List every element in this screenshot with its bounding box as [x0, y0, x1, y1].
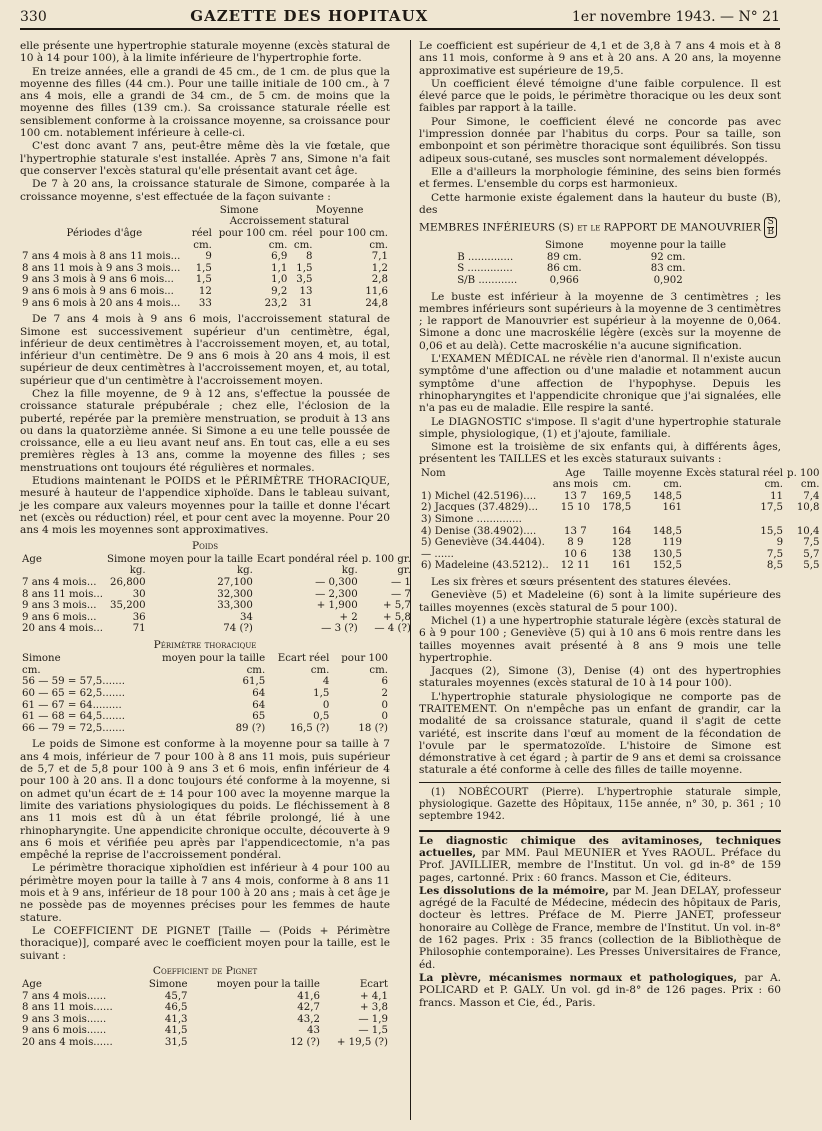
table-cell: 13	[299, 286, 313, 298]
table-cell: 74 (?)	[223, 623, 253, 635]
journal-title: GAZETTE DES HOPITAUX	[190, 7, 429, 25]
table-cell: 65	[252, 711, 266, 723]
table-cell: — 7	[391, 588, 411, 600]
table-cell: + 1,900	[316, 600, 358, 612]
pignet-table	[20, 979, 390, 1049]
table-header: moyenne pour la taille	[610, 240, 727, 252]
table-header: pour 100	[341, 653, 388, 665]
table-cell: 2,8	[371, 274, 388, 286]
table-cell: 43,2	[297, 1013, 320, 1025]
table-cell: — 0,300	[315, 577, 358, 589]
paragraph: Le COEFFICIENT DE PIGNET [Taille — (Poids + Périmètre thoracique)], comparé avec le coefficient moyen pour la taille, est le suivant :	[20, 924, 390, 962]
table-cell: 130,5	[652, 548, 682, 560]
table-cell: 36	[132, 611, 146, 623]
footnote-divider	[419, 782, 781, 783]
table-cell: 1,5	[313, 688, 330, 700]
table-cell: 6	[381, 676, 388, 688]
table-cell: 119	[662, 537, 682, 549]
page-number: 330	[20, 9, 47, 25]
table-row	[419, 526, 822, 538]
table-cell: 1,5	[195, 262, 212, 274]
table-cell: 1,1	[271, 262, 288, 274]
table-cell: — 3 (?)	[321, 623, 358, 635]
table-cell: 45,7	[164, 990, 188, 1002]
paragraph: L'hypertrophie staturale physiologique ne comporte pas de TRAITEMENT. On n'empêche pas un enfant de grandir, car la modalité de sa croissance staturale, quand il s'agit de cette variété, est inscrite dans l'œuf au moment de la fécondation de l'ovule par le spermatozoïde. L'histoire de Simone est démonstrative à cet égard ; à partir de 9 ans et demi sa croissance staturale a été conforme à celle des filles de taille moyenne.	[419, 690, 781, 777]
table-cell: 89 cm.	[546, 251, 582, 263]
table-cell: 15 10	[560, 502, 590, 514]
growth-table	[20, 205, 390, 309]
table-cell: 1,5	[296, 262, 313, 274]
table-header: Simone	[148, 979, 188, 991]
table-header: Ecart pondéral réel	[256, 553, 358, 565]
table-unit: cm.	[764, 479, 784, 491]
table-row	[20, 1002, 390, 1014]
paragraph: Un coefficient élevé témoigne d'une faible corpulence. Il est élevé parce que le poids, le périmètre thoracique ou les deux sont faibles par rapport à la taille.	[419, 77, 781, 115]
table-cell: 161	[662, 502, 682, 514]
table-cell: 7 ans 4 mois...	[22, 577, 97, 589]
table-cell: 32,300	[217, 588, 253, 600]
table-unit: gr.	[397, 565, 411, 577]
table-cell: 8	[306, 251, 313, 263]
table-header: Age	[565, 467, 586, 479]
paragraph: Simone est la troisième de six enfants qui, à différents âges, présentent les TAILLES et les excès staturaux suivants :	[419, 441, 781, 466]
table-header: p. 100	[787, 467, 820, 479]
table-unit: cm.	[663, 479, 682, 491]
table-row	[20, 723, 390, 735]
table-cell: 20 ans 4 mois......	[22, 1037, 113, 1049]
table-cell: S/B ............	[457, 274, 518, 286]
table-cell: 9 ans 3 mois...	[22, 600, 97, 612]
table-cell: 34	[239, 611, 253, 623]
table-cell: + 3,8	[360, 1002, 388, 1014]
footnote	[419, 787, 781, 824]
table-cell: 27,100	[217, 577, 253, 589]
table-cell: 15,5	[760, 525, 784, 537]
thorax-table	[20, 653, 390, 734]
paragraph: Le périmètre thoracique xiphoïdien est inférieur à 4 pour 100 au périmètre moyen pour la taille à 7 ans 4 mois, conforme à 8 ans 11 mois et à 9 ans, inférieur de 18 pour 100 à 20 ans ; mais à cet âge je ne possède pas de moyennes précises pour les femmes de haute stature.	[20, 862, 390, 924]
table-cell: 9 ans 3 mois à 9 ans 6 mois...	[22, 274, 174, 286]
table-cell: 18 (?)	[358, 722, 388, 734]
table-cell: 164	[611, 525, 632, 537]
table-cell: 12 (?)	[290, 1037, 320, 1049]
table-cell: 2) Jacques (37.4829)...	[421, 502, 538, 514]
table-header: Age	[22, 979, 42, 991]
right-column	[410, 40, 820, 1120]
table-cell: 0	[381, 699, 388, 711]
table-row	[20, 711, 390, 723]
table-row	[419, 502, 822, 514]
table-cell: 23,2	[264, 297, 288, 309]
paragraph: Chez la fille moyenne, de 9 à 12 ans, s'effectue la poussée de croissance staturale prépubérale ; chez elle, l'éclosion de la puberté, repérée par la première menstruation, se produit à 13 ans ou dans la quatorzième année. Si Simone a eu une telle poussée de croissance, elle a eu lieu avant neuf ans. En tout cas, elle a eu ses premières règles à 13 ans, comme la moyenne des filles ; ses menstruations ont toujours été régulières et normales.	[20, 387, 390, 474]
book-title: Le diagnostic chimique des avitaminoses, techniques actuelles,	[419, 834, 781, 859]
table-cell: 0,5	[313, 711, 330, 723]
table-cell: 9 ans 6 mois...	[22, 611, 97, 623]
table-cell: 9	[776, 537, 784, 549]
manouvrier-label: MEMBRES INFÉRIEURS (S) et le RAPPORT DE MANOUVRIER	[419, 221, 761, 234]
table-cell: 71	[132, 623, 146, 635]
table-row	[20, 1037, 390, 1049]
table-cell: 30	[132, 588, 146, 600]
table-cell: B ..............	[457, 251, 514, 263]
table-cell: 31,5	[164, 1037, 188, 1049]
table-unit: cm.	[612, 479, 632, 491]
table-cell: 3,5	[296, 274, 313, 286]
paragraph: En treize années, elle a grandi de 45 cm., de 1 cm. de plus que la moyenne des filles (44 cm.). Pour une taille initiale de 100 cm., à 7 ans 4 mois, elle a grandi de 34 cm., de 5 cm. de moins que la moyenne des filles (139 cm.). Sa croissance staturale réelle est sensiblement conforme à la croissance moyenne, sa croissance pour 100 cm. notablement inférieure à celle-ci.	[20, 65, 390, 140]
table-cell: 9 ans 6 mois à 9 ans 6 mois...	[22, 286, 174, 298]
book-details: par A. POLICARD et P. GALY. Un vol. gd in-8° de 126 pages. Prix : 60 francs. Masson et Cie, éd., Paris.	[419, 971, 781, 1009]
table-cell: 5,7	[803, 548, 820, 560]
table-cell	[633, 514, 684, 526]
table-row	[20, 577, 413, 589]
table-cell: 35,200	[110, 600, 146, 612]
table-row	[419, 549, 822, 561]
table-cell: 10 6	[564, 548, 587, 560]
table-cell: 6) Madeleine (43.5212)..	[421, 560, 549, 572]
table-cell: 169,5	[602, 490, 632, 502]
table-cell: 4) Denise (38.4902)....	[421, 525, 537, 537]
paragraph: Jacques (2), Simone (3), Denise (4) ont des hypertrophies staturales moyennes (excès statural de 10 à 14 pour 100).	[419, 665, 781, 690]
paragraph: Le buste est inférieur à la moyenne de 3 centimètres ; les membres inférieurs sont supérieurs à la moyenne de 3 centimètres ; le rapport de Manouvrier est supérieur à la moyenne de 0,064. Simone a donc une macroskélie légère (excès sur la moyenne de 0,06 et au delà). Cette macroskélie n'a aucune signification.	[419, 290, 781, 352]
table-cell: 16,5 (?)	[290, 722, 330, 734]
table-cell: 43	[306, 1025, 320, 1037]
table-cell: 178,5	[602, 502, 632, 514]
table-cell: 2	[381, 688, 388, 700]
table-cell	[600, 514, 633, 526]
table-cell: 8 ans 11 mois...	[22, 588, 104, 600]
table-unit	[20, 565, 105, 577]
table-cell: 64	[252, 699, 266, 711]
table-unit: kg.	[236, 565, 253, 577]
table-cell: 9 ans 6 mois à 20 ans 4 mois...	[22, 297, 181, 309]
table-row	[20, 700, 390, 712]
table-caption: Accroissement statural	[229, 216, 350, 228]
table-header: Nom	[421, 467, 446, 479]
table-header: pour 100 cm.	[319, 228, 388, 240]
table-cell: 10,4	[796, 525, 820, 537]
table-header: Ecart réel	[277, 653, 330, 665]
table-cell: 152,5	[652, 560, 682, 572]
table-cell: + 4,1	[360, 990, 388, 1002]
family-table	[419, 468, 822, 572]
table-cell: S ..............	[457, 263, 513, 275]
table-cell: — 2,300	[315, 588, 358, 600]
table-cell: 12 11	[560, 560, 590, 572]
table-unit	[20, 240, 189, 252]
table-unit: cm.	[293, 239, 313, 251]
table-cell: 7,4	[803, 490, 820, 502]
table-cell: 161	[611, 560, 632, 572]
table-cell: 7,1	[371, 251, 388, 263]
table-header: moyen pour la taille	[161, 653, 266, 665]
paragraph: L'EXAMEN MÉDICAL ne révèle rien d'anormal. Il n'existe aucun symptôme d'une affection ou d'une maladie et notamment aucun symptôme d'une affection de l'hypophyse. Depuis les rhinopharyngites et l'appendicite chronique que j'ai signalées, elle n'a pas eu de maladie. Elle respire la santé.	[419, 353, 781, 415]
table-cell: 1,2	[371, 262, 388, 274]
table-unit: cm.	[246, 664, 266, 676]
table-title: Périmètre thoracique	[153, 639, 257, 651]
table-row	[20, 251, 390, 263]
table-header: Simone	[544, 240, 584, 252]
table-cell: 0	[322, 699, 330, 711]
table-header: Ecart	[359, 979, 388, 991]
table-row	[455, 252, 745, 264]
table-cell: 11,6	[365, 286, 388, 298]
table-cell: 11	[770, 490, 784, 502]
table-row	[419, 537, 822, 549]
table-cell: 5) Geneviève (34.4404).	[421, 537, 545, 549]
table-cell: 9,2	[271, 286, 288, 298]
paragraph: Le coefficient est supérieur de 4,1 et de 3,8 à 7 ans 4 mois et à 8 ans 11 mois, conforme à 9 ans et à 20 ans. A 20 ans, la moyenne approximative est supérieure de 19,5.	[419, 40, 781, 77]
table-row	[20, 1014, 390, 1026]
book-review	[419, 972, 781, 1009]
table-cell: 61 — 67 = 64.........	[22, 699, 122, 711]
table-unit: kg.	[129, 565, 146, 577]
table-header: Simone	[22, 653, 61, 665]
book-details: par M. Jean DELAY, professeur agrégé de la Faculté de Médecine, médecin des hôpitaux de Paris, docteur ès lettres. Préface de M. Pierre JANET, professeur honoraire au Collège de France, membre de l'Institut. Un vol. in-8° de 162 pages. Prix : 35 francs (collection de la Bibliothèque de Philosophie contemporaine). Les Presses Universitaires de France, éd.	[419, 884, 782, 971]
table-header: Périodes d'âge	[66, 228, 143, 240]
table-header: pour 100 cm.	[218, 228, 288, 240]
table-row	[20, 589, 413, 601]
table-cell: 0,902	[653, 274, 683, 286]
table-cell: 7 ans 4 mois......	[22, 990, 107, 1002]
table-cell: 42,7	[297, 1002, 320, 1014]
table-cell: 4	[322, 676, 330, 688]
fraction-denominator: B	[767, 227, 774, 238]
fraction-numerator: S	[767, 217, 774, 228]
table-cell: 60 — 65 = 62,5.......	[22, 688, 125, 700]
table-title: Poids	[191, 539, 219, 552]
table-cell: 7,5	[803, 537, 820, 549]
table-header	[455, 240, 537, 252]
paragraph: De 7 à 20 ans, la croissance staturale de Simone, comparée à la croissance moyenne, s'est effectuée de la façon suivante :	[20, 178, 390, 203]
table-cell: 6,9	[271, 251, 288, 263]
issue-date: 1er novembre 1943. — N° 21	[571, 9, 780, 25]
table-cell: 1,5	[195, 274, 212, 286]
table-cell: 46,5	[164, 1002, 188, 1014]
table-cell: 61 — 68 = 64,5.......	[22, 711, 125, 723]
table-cell: 20 ans 4 mois...	[22, 623, 104, 635]
table-row	[20, 991, 390, 1003]
table-cell: 13 7	[564, 525, 587, 537]
table-cell: 61,5	[242, 676, 266, 688]
table-cell: — 4 (?)	[374, 623, 411, 635]
table-cell: 26,800	[110, 577, 146, 589]
paragraph: elle présente une hypertrophie staturale moyenne (excès statural de 10 à 14 pour 100), à la limite inférieure de l'hypertrophie forte.	[20, 40, 390, 65]
table-cell: 148,5	[652, 490, 682, 502]
table-cell: — 1,5	[358, 1025, 388, 1037]
table-cell: 138	[611, 548, 632, 560]
table-cell: 10,8	[796, 502, 820, 514]
book-details: par MM. Paul MEUNIER et Yves RAOUL. Préface du Prof. JAVILLIER, membre de l'Institut. Un vol. gd in-8° de 159 pages, cartonné. Prix : 60 francs. Masson et Cie, éditeurs.	[419, 846, 781, 884]
table-unit: cm.	[310, 664, 330, 676]
paragraph: Michel (1) a une hypertrophie staturale légère (excès statural de 6 à 9 pour 100 ; Geneviève (5) qui à 10 ans 6 mois rentre dans les tailles moyennes avait présenté à 8 ans 9 mois une telle hypertrophie.	[419, 614, 781, 664]
paragraph: De 7 ans 4 mois à 9 ans 6 mois, l'accroissement statural de Simone est successivement supérieur d'un centimètre, égal, inférieur de deux centimètres à l'accroissement moyen, et, au total, inférieur d'un centimètre. De 9 ans 6 mois à 20 ans 4 mois, il est supérieur de deux centimètres à l'accroissement moyen, et, au total, supérieur que d'un centimètre à l'accroissement moyen.	[20, 313, 390, 387]
table-unit: cm.	[193, 239, 212, 251]
table-header: Excès statural réel	[685, 467, 784, 479]
table-unit: cm.	[800, 479, 820, 491]
paragraph: Pour Simone, le coefficient élevé ne concorde pas avec l'impression donnée par l'habitus du corps. Pour sa taille, son embonpoint et son périmètre thoracique sont équilibrés. Son tissu adipeux sous-cutané, ses muscles sont normalement développés.	[419, 115, 781, 165]
table-cell: 3) Simone ..............	[421, 514, 522, 526]
paragraph: Etudions maintenant le POIDS et le PÉRIMÈTRE THORACIQUE, mesuré à hauteur de l'appendice xiphoïde. Dans le tableau suivant, je les compare aux valeurs moyennes pour la taille et donne l'écart net (excès ou réduction) réel, et pour cent avec la moyenne. Pour 20 ans 4 mois les moyennes sont approximatives.	[20, 475, 390, 537]
table-cell: 33,300	[217, 600, 253, 612]
table-row	[20, 286, 390, 298]
table-cell: 33	[198, 297, 212, 309]
table-unit: cm.	[369, 239, 388, 251]
table-unit: cm.	[22, 664, 41, 676]
table-cell	[551, 514, 600, 526]
table-unit: cm.	[369, 664, 388, 676]
table-cell: 24,8	[365, 297, 388, 309]
table-row	[20, 612, 413, 624]
table-cell: 41,3	[164, 1013, 188, 1025]
table-cell: 8 9	[567, 537, 584, 549]
table-header: Taille	[603, 467, 632, 479]
weight-table	[20, 554, 413, 635]
table-header: moyen pour la taille	[216, 979, 320, 991]
table-cell: 64	[252, 688, 266, 700]
trunk-table	[455, 240, 745, 286]
paragraph	[419, 217, 781, 238]
table-cell: + 19,5 (?)	[336, 1037, 388, 1049]
table-cell: — 1	[391, 577, 411, 589]
table-cell	[785, 514, 821, 526]
table-cell: 92 cm.	[650, 251, 686, 263]
table-row	[419, 491, 822, 503]
table-cell: 7,5	[766, 548, 784, 560]
table-cell: 66 — 79 = 72,5.......	[22, 722, 125, 734]
table-header: moyenne	[635, 467, 682, 479]
table-cell: 86 cm.	[546, 263, 582, 275]
table-cell: + 2	[339, 611, 358, 623]
table-cell: 56 — 59 = 57,5.......	[22, 676, 125, 688]
table-header: moyen pour la taille	[149, 553, 253, 565]
table-unit: ans mois	[552, 479, 599, 491]
table-cell: + 5,8	[382, 611, 411, 623]
book-section-divider	[419, 830, 781, 832]
book-review	[419, 885, 781, 971]
book-review	[419, 835, 781, 884]
table-row	[455, 263, 745, 275]
table-cell: 8 ans 11 mois à 9 ans 3 mois...	[22, 262, 181, 274]
table-cell: + 5,7	[382, 600, 411, 612]
table-row	[20, 1025, 390, 1037]
paragraph: Le poids de Simone est conforme à la moyenne pour sa taille à 7 ans 4 mois, inférieur de 7 pour 100 à 8 ans 11 mois, puis supérieur de 5,7 et de 5,8 pour 100 à 9 ans 3 et 6 mois, enfin inférieur de 4 pour 100 à 20 ans. Il a donc toujours été conforme à la moyenne, si on admet qu'un écart de ± 14 pour 100 avec la moyenne marque la limite des variations physiologiques du poids. Le fléchissement à 8 ans 11 mois est dû à un état fébrile prolongé, lié à une rhinopharyngite. Une appendicite chronique occulte, découverte à 9 ans 6 mois et vérifiée peu après par l'appendicectomie, n'a pas empêché la reprise de l'accroissement pondéral.	[20, 738, 390, 862]
book-title: Les dissolutions de la mémoire,	[419, 884, 609, 897]
book-title: La plèvre, mécanismes normaux et pathologiques,	[419, 971, 738, 984]
table-cell: 17,5	[760, 502, 784, 514]
table-cell: 9 ans 3 mois......	[22, 1013, 107, 1025]
table-header: Moyenne	[315, 204, 364, 216]
table-header: Simone	[107, 553, 146, 565]
table-row	[20, 676, 390, 688]
table-title: Coefficient de Pignet	[152, 964, 258, 977]
paragraph: Elle a d'ailleurs la morphologie féminine, des seins bien formés et fermes. L'ensemble du corps est harmonieux.	[419, 165, 781, 191]
paragraph: Les six frères et sœurs présentent des statures élevées.	[431, 576, 732, 589]
paragraph: Le DIAGNOSTIC s'impose. Il s'agit d'une hypertrophie staturale simple, physiologique, (1) et j'ajoute, familiale.	[419, 415, 781, 440]
table-row	[455, 275, 745, 287]
table-cell: 9 ans 6 mois......	[22, 1025, 107, 1037]
table-cell: 1,0	[271, 274, 288, 286]
table-header: p. 100 gr.	[361, 553, 411, 565]
table-cell	[684, 514, 785, 526]
table-cell: 8 ans 11 mois......	[22, 1002, 113, 1014]
table-row	[419, 514, 822, 526]
table-cell: 31	[299, 297, 313, 309]
table-row	[20, 623, 413, 635]
table-unit: kg.	[341, 565, 358, 577]
table-header: réel	[191, 228, 212, 240]
table-cell: 12	[198, 286, 212, 298]
ratio-fraction	[764, 217, 777, 238]
table-unit: cm.	[268, 239, 288, 251]
table-cell: 7 ans 4 mois à 8 ans 11 mois...	[22, 251, 181, 263]
table-header: Simone	[219, 204, 259, 216]
table-cell: — 1,9	[358, 1013, 388, 1025]
table-row	[20, 688, 390, 700]
table-cell: 8,5	[766, 560, 784, 572]
paragraph: Cette harmonie existe également dans la hauteur du buste (B), des	[419, 191, 781, 216]
table-cell: 83 cm.	[650, 263, 686, 275]
table-row	[20, 274, 390, 286]
table-cell: 0,966	[549, 274, 579, 286]
table-cell: — ......	[421, 548, 454, 560]
table-cell: 13 7	[564, 490, 587, 502]
table-header: réel	[292, 228, 313, 240]
paragraph: Geneviève (5) et Madeleine (6) sont à la limite supérieure des tailles moyennes (excès statural de 5 pour 100).	[419, 589, 781, 614]
table-header: Age	[22, 553, 42, 565]
table-row	[20, 600, 413, 612]
table-row	[20, 298, 390, 310]
left-column	[20, 40, 411, 1120]
footnote-text: (1) NOBÉCOURT (Pierre). L'hypertrophie staturale simple, physiologique. Gazette des Hôpitaux, 115e année, n° 30, p. 361 ; 10 septembre 1942.	[419, 786, 781, 823]
table-cell: 5,5	[803, 560, 820, 572]
table-row	[20, 263, 390, 275]
table-cell: 1) Michel (42.5196)....	[421, 490, 537, 502]
table-cell: 0	[381, 711, 388, 723]
paragraph: C'est donc avant 7 ans, peut-être même dès la vie fœtale, que l'hypertrophie staturale s'est installée. Après 7 ans, Simone n'a fait que conserver l'excès statural qu'elle présentait avant cet âge.	[20, 140, 390, 177]
table-cell: 9	[205, 251, 212, 263]
table-cell: 148,5	[652, 525, 682, 537]
table-cell: 128	[611, 537, 632, 549]
table-cell: 89 (?)	[235, 722, 266, 734]
table-cell: 41,5	[164, 1025, 188, 1037]
page-header	[20, 8, 780, 30]
table-cell: 41,6	[297, 990, 320, 1002]
table-unit	[419, 479, 551, 491]
table-row	[419, 560, 822, 572]
